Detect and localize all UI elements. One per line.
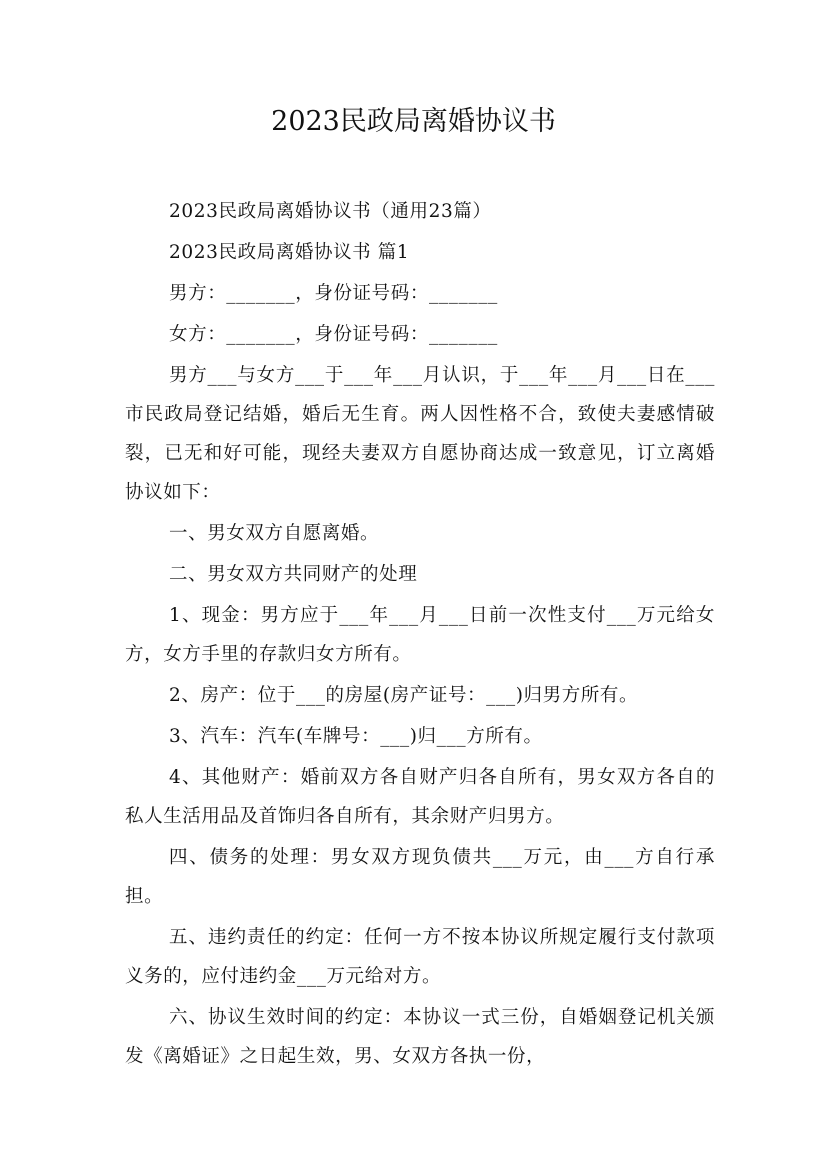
paragraph-clause-2: 二、男女双方共同财产的处理 bbox=[169, 564, 418, 585]
paragraph-breach: 五、违约责任的约定：任何一方不按本协议所规定履行支付款项义务的，应付违约金___万元给对方。 bbox=[125, 927, 715, 987]
paragraph-subtitle: 2023民政局离婚协议书（通用23篇） bbox=[169, 201, 492, 222]
paragraph-effective-date: 六、协议生效时间的约定：本协议一式三份，自婚姻登记机关颁发《离婚证》之日起生效，男、女双方各执一份， bbox=[125, 1007, 715, 1067]
paragraph-male-party: 男方：_______，身份证号码：_______ bbox=[169, 283, 498, 304]
paragraph-property: 2、房产：位于___的房屋(房产证号：___)归男方所有。 bbox=[169, 685, 639, 706]
paragraph-clause-1: 一、男女双方自愿离婚。 bbox=[169, 523, 380, 544]
paragraph-car: 3、汽车：汽车(车牌号：___)归___方所有。 bbox=[169, 726, 543, 747]
paragraph-cash: 1、现金：男方应于___年___月___日前一次性支付___万元给女方，女方手里的存款归女方所有。 bbox=[125, 605, 715, 665]
paragraph-debts: 四、债务的处理：男女双方现负债共___万元，由___方自行承担。 bbox=[125, 847, 715, 907]
paragraph-female-party: 女方：_______，身份证号码：_______ bbox=[169, 324, 498, 345]
document-title: 2023民政局离婚协议书 bbox=[271, 106, 556, 137]
paragraph-other-assets: 4、其他财产：婚前双方各自财产归各自所有，男女双方各自的私人生活用品及首饰归各自所有，其余财产归男方。 bbox=[125, 767, 715, 827]
paragraph-background: 男方___与女方___于___年___月认识，于___年___月___日在___市民政局登记结婚，婚后无生育。两人因性格不合，致使夫妻感情破裂，已无和好可能，现经夫妻双方自愿协商达成一致意见，订立离婚协议如下： bbox=[125, 365, 715, 503]
paragraph-section-heading: 2023民政局离婚协议书 篇1 bbox=[169, 242, 410, 263]
document-body bbox=[125, 192, 715, 1078]
